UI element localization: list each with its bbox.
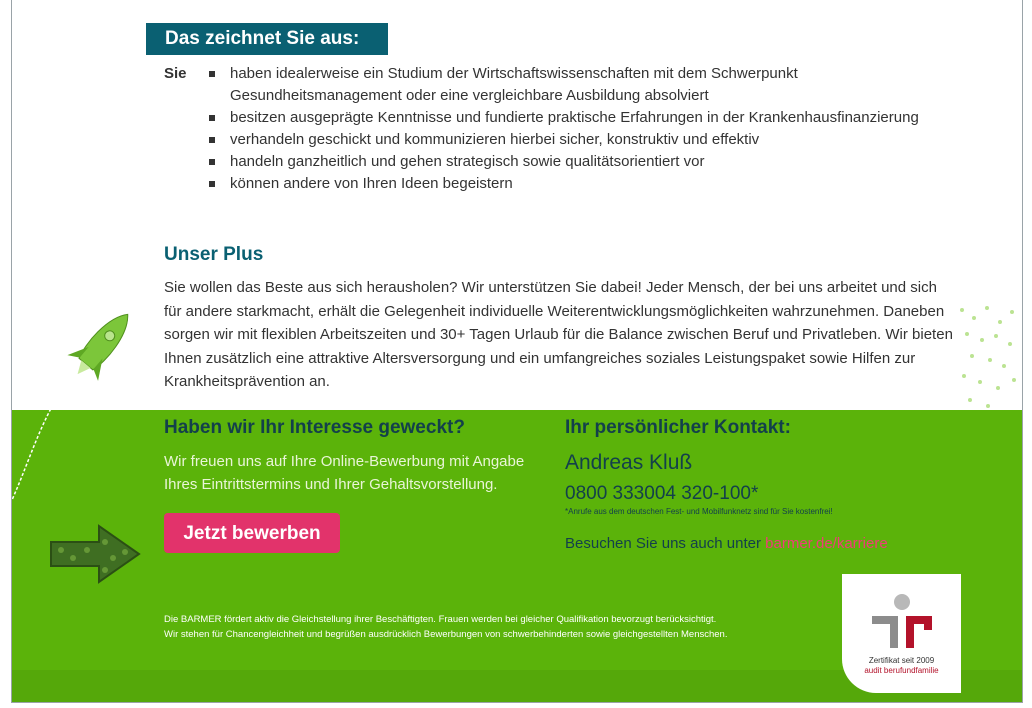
list-item: besitzen ausgeprägte Kenntnisse und fundierte praktische Erfahrungen in der Krankenhausfinanzierung	[230, 107, 930, 129]
list-item: können andere von Ihren Ideen begeistern	[230, 173, 930, 195]
legal-line-2: Wir stehen für Chancengleichheit und begrüßen ausdrücklich Bewerbungen von schwerbehinderten sowie gleichgestellten Menschen.	[164, 628, 728, 640]
apply-button[interactable]: Jetzt bewerben	[164, 513, 340, 553]
certificate-line-1: Zertifikat seit 2009	[868, 656, 935, 665]
plus-text: Sie wollen das Beste aus sich herausholen? Wir unterstützen Sie dabei! Jeder Mensch, der bei uns arbeitet und sich für andere starkmacht, erhält die Gelegenheit individuelle Weiterentwicklungsmöglichkeiten wahrzunehmen. Daneben sorgen wir mit flexiblen Arbeitszeiten und 30+ Tagen Urlaub für die Balance zwischen Beruf und Privatleben. Wir bieten Ihnen zusätzlich eine attraktive Altersversorgung und ein umfangreiches soziales Leistungspaket sowie Hilfen zur Krankheitsprävention an.	[164, 279, 953, 390]
contact-phone[interactable]: 0800 333004 320-100*	[565, 483, 759, 504]
interest-text: Wir freuen uns auf Ihre Online-Bewerbung mit Angabe Ihres Eintrittstermins und Ihrer Gehaltsvorstellung.	[164, 453, 525, 493]
list-item: verhandeln geschickt und kommunizieren hierbei sicher, konstruktiv und effektiv	[230, 129, 930, 151]
legal-notice	[164, 613, 854, 642]
contact-name: Andreas Kluß	[565, 451, 693, 474]
certificate-badge	[842, 574, 961, 693]
job-ad-page	[11, 0, 1023, 703]
career-link[interactable]: barmer.de/karriere	[765, 535, 888, 552]
plus-title: Unser Plus	[164, 244, 264, 265]
visit-prefix: Besuchen Sie uns auch unter	[565, 535, 766, 552]
certificate-line-2: audit berufundfamilie	[864, 666, 939, 675]
legal-line-1: Die BARMER fördert aktiv die Gleichstellung ihrer Beschäftigten. Frauen werden bei gleicher Qualifikation bevorzugt berücksichtigt.	[164, 614, 717, 625]
qualifications-subject: Sie	[164, 65, 187, 82]
visit-line	[565, 535, 888, 552]
qualifications-header: Das zeichnet Sie aus:	[146, 23, 388, 55]
contact-title: Ihr persönlicher Kontakt:	[565, 417, 791, 438]
certificate-logo	[868, 594, 936, 654]
list-item: handeln ganzheitlich und gehen strategisch sowie qualitätsorientiert vor	[230, 151, 930, 173]
rocket-icon	[12, 305, 142, 505]
interest-title: Haben wir Ihr Interesse geweckt?	[164, 417, 465, 438]
arrow-icon	[47, 520, 147, 590]
phone-note: *Anrufe aus dem deutschen Fest- und Mobilfunknetz sind für Sie kostenfrei!	[565, 507, 833, 516]
list-item: haben idealerweise ein Studium der Wirtschaftswissenschaften mit dem Schwerpunkt Gesundheitsmanagement oder eine vergleichbare Ausbildung absolviert	[230, 63, 930, 107]
qualifications-list	[230, 63, 930, 195]
